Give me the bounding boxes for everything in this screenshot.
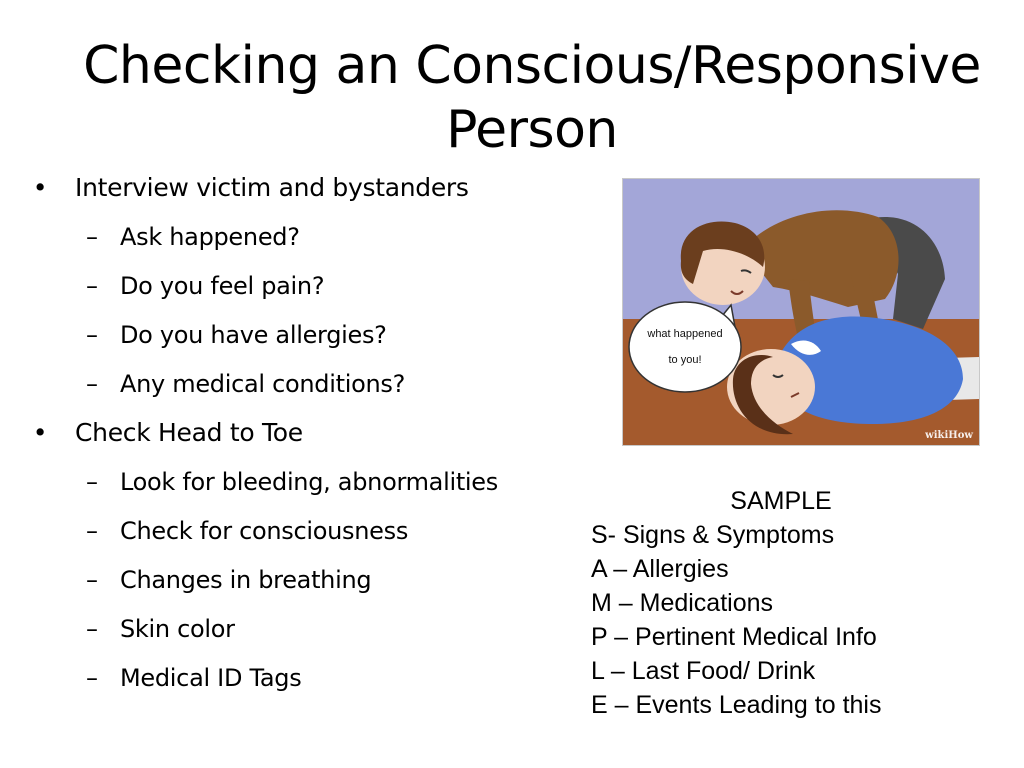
bullet-head-to-toe xyxy=(30,413,590,462)
sub-bullet xyxy=(30,364,590,413)
bullet-interview xyxy=(30,168,590,217)
dash-marker: – xyxy=(86,223,98,251)
sample-item: M – Medications xyxy=(591,589,774,617)
dash-marker: – xyxy=(86,272,98,300)
sample-item: E – Events Leading to this xyxy=(591,691,882,719)
sub-bullet-text: Medical ID Tags xyxy=(120,664,302,692)
sub-bullet-text: Look for bleeding, abnormalities xyxy=(120,468,498,496)
sub-bullet xyxy=(30,462,590,511)
dash-marker: – xyxy=(86,664,98,692)
speech-bubble xyxy=(629,302,741,392)
bullet-text: Interview victim and bystanders xyxy=(75,173,469,202)
sub-bullet xyxy=(30,266,590,315)
bullet-text: Check Head to Toe xyxy=(75,418,303,447)
dash-marker: – xyxy=(86,370,98,398)
sub-bullet xyxy=(30,658,590,707)
sub-bullet xyxy=(30,609,590,658)
dash-marker: – xyxy=(86,321,98,349)
title-line-2: Person xyxy=(446,100,618,160)
sub-bullet-text: Do you have allergies? xyxy=(120,321,387,349)
dash-marker: – xyxy=(86,615,98,643)
bullet-marker: • xyxy=(32,173,48,202)
sub-bullet-text: Do you feel pain? xyxy=(120,272,325,300)
sample-item: A – Allergies xyxy=(591,555,729,583)
dash-marker: – xyxy=(86,517,98,545)
wikihow-watermark: wikiHow xyxy=(925,430,973,441)
bullet-marker: • xyxy=(32,418,48,447)
title-line-1: Checking an Conscious/Responsive xyxy=(83,36,981,96)
sub-bullet-text: Ask happened? xyxy=(120,223,300,251)
sub-bullet xyxy=(30,217,590,266)
sample-item: L – Last Food/ Drink xyxy=(591,657,816,685)
sample-item: S- Signs & Symptoms xyxy=(591,521,835,549)
first-aid-illustration xyxy=(622,178,980,446)
dash-marker: – xyxy=(86,566,98,594)
sub-bullet-text: Any medical conditions? xyxy=(120,370,406,398)
speech-line-2: to you! xyxy=(668,354,702,366)
speech-line-1: what happened xyxy=(647,328,723,340)
sample-mnemonic xyxy=(591,484,1011,722)
dash-marker: – xyxy=(86,468,98,496)
sub-bullet xyxy=(30,511,590,560)
sub-bullet-text: Skin color xyxy=(120,615,235,643)
bullet-list xyxy=(30,168,590,707)
sub-bullet xyxy=(30,315,590,364)
sub-bullet-text: Changes in breathing xyxy=(120,566,372,594)
sample-heading: SAMPLE xyxy=(730,487,832,515)
sub-bullet xyxy=(30,560,590,609)
sub-bullet-text: Check for consciousness xyxy=(120,517,409,545)
sample-item: P – Pertinent Medical Info xyxy=(591,623,877,651)
slide-title xyxy=(60,34,1004,162)
speech-bubble-body xyxy=(629,302,741,392)
